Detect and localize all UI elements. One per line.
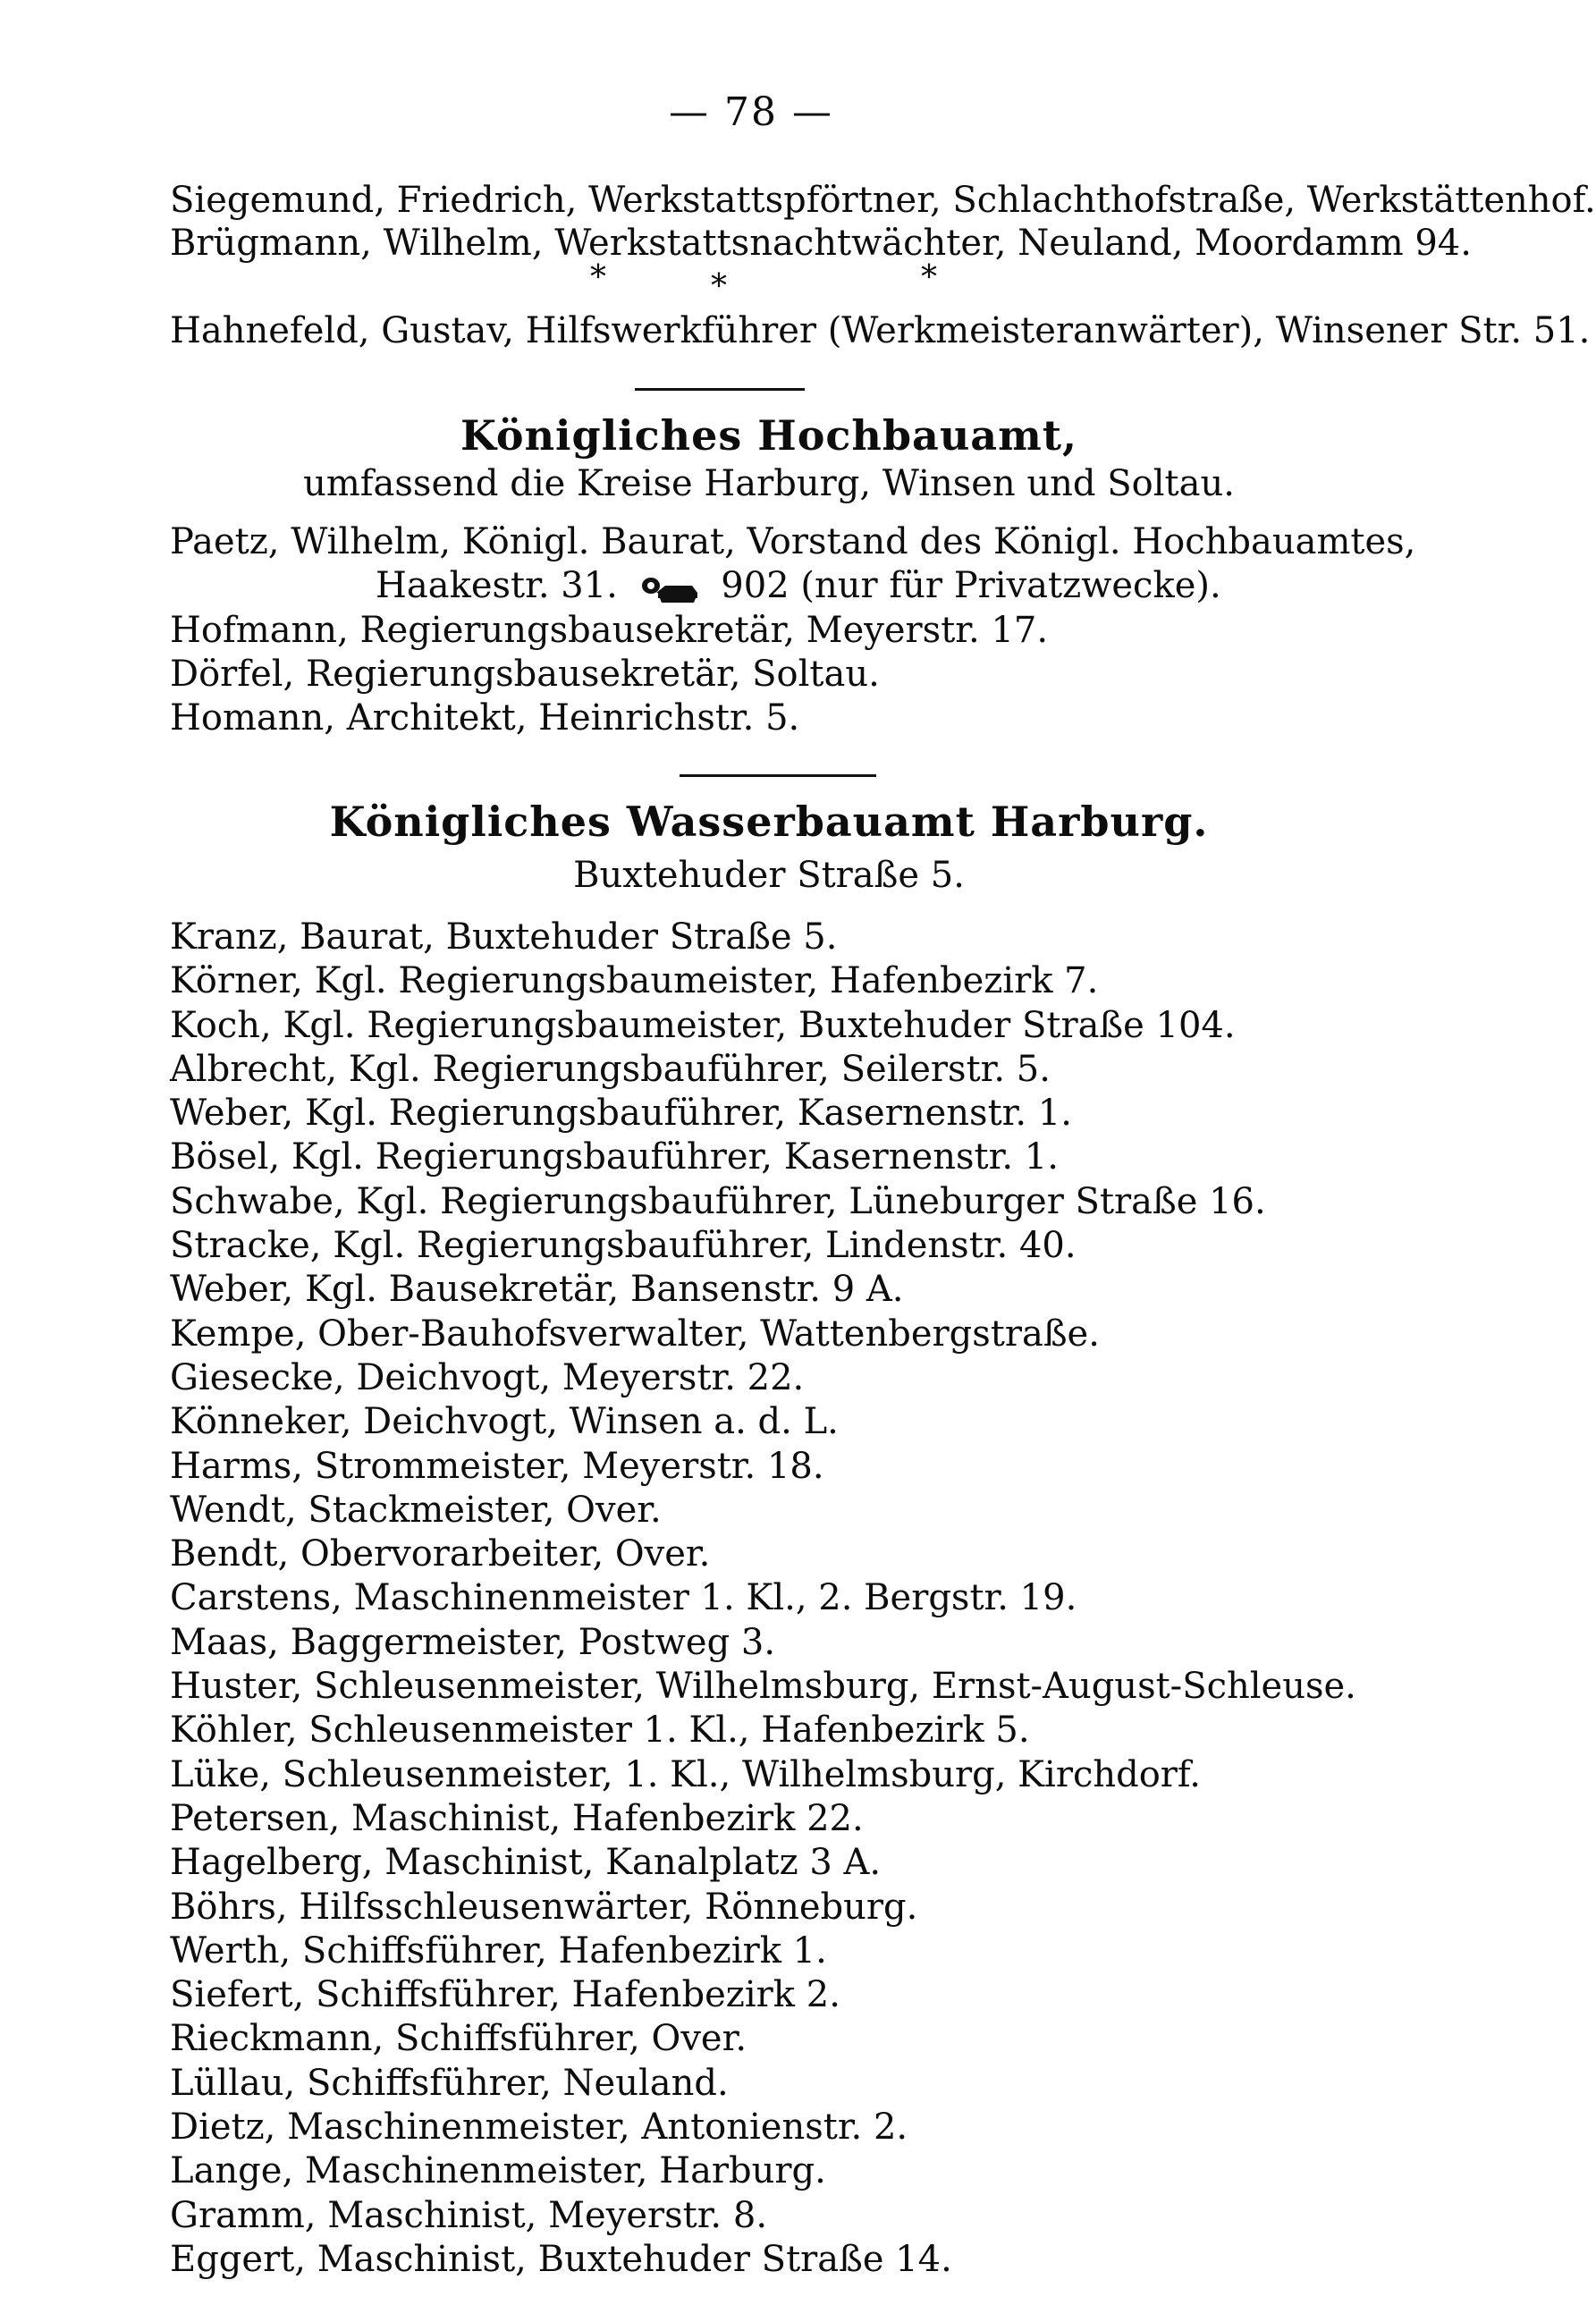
entry: Paetz, Wilhelm, Königl. Baurat, Vorstand des Königl. Hochbauamtes,	[170, 521, 1416, 562]
entry: Gramm, Maschinist, Meyerstr. 8.	[170, 2194, 768, 2236]
entry: Giesecke, Deichvogt, Meyerstr. 22.	[170, 1356, 805, 1398]
asterisk: *	[590, 259, 606, 296]
entry: Lüllau, Schiffsführer, Neuland.	[170, 2062, 729, 2104]
section-divider	[680, 774, 876, 777]
entry: Hofmann, Regierungsbausekretär, Meyerstr. 17.	[170, 609, 1049, 651]
page-number: — 78 —	[669, 89, 833, 135]
entry: Homann, Architekt, Heinrichstr. 5.	[170, 697, 800, 739]
entry: Huster, Schleusenmeister, Wilhelmsburg, Ernst-August-Schleuse.	[170, 1666, 1356, 1708]
section-subtitle-wasserbauamt: Buxtehuder Straße 5.	[573, 855, 965, 896]
entry: Petersen, Maschinist, Hafenbezirk 22.	[170, 1797, 864, 1839]
entry: Dietz, Maschinenmeister, Antonienstr. 2.	[170, 2107, 908, 2149]
entry: Rieckmann, Schiffsführer, Over.	[170, 2018, 747, 2060]
asterisk: *	[921, 259, 937, 296]
entry: Wendt, Stackmeister, Over.	[170, 1489, 662, 1531]
section-title-wasserbauamt: Königliches Wasserbauamt Harburg.	[329, 798, 1209, 846]
entry: Lange, Maschinenmeister, Harburg.	[170, 2150, 826, 2192]
entry: Weber, Kgl. Regierungsbauführer, Kasernenstr. 1.	[170, 1093, 1072, 1135]
entry: Harms, Strommeister, Meyerstr. 18.	[170, 1445, 824, 1487]
section-subtitle-hochbauamt: umfassend die Kreise Harburg, Winsen und Soltau.	[303, 463, 1235, 504]
entry: Weber, Kgl. Bausekretär, Bansenstr. 9 A.	[170, 1269, 904, 1311]
telephone-icon	[638, 573, 701, 604]
entry: Maas, Baggermeister, Postweg 3.	[170, 1621, 776, 1663]
entry-continuation	[170, 564, 1415, 608]
entry: Eggert, Maschinist, Buxtehuder Straße 14.	[170, 2238, 952, 2280]
entry: Siegemund, Friedrich, Werkstattspförtner, Schlachthofstraße, Werkstättenhof.	[170, 180, 1596, 221]
section-title-hochbauamt: Königliches Hochbauamt,	[460, 411, 1078, 460]
entry: Kempe, Ober-Bauhofsverwalter, Wattenbergstraße.	[170, 1313, 1100, 1355]
entry: Dörfel, Regierungsbausekretär, Soltau.	[170, 653, 880, 695]
entry: Carstens, Maschinenmeister 1. Kl., 2. Bergstr. 19.	[170, 1577, 1077, 1619]
entry: Körner, Kgl. Regierungsbaumeister, Hafenbezirk 7.	[170, 960, 1099, 1002]
entry: Werth, Schiffsführer, Hafenbezirk 1.	[170, 1929, 827, 1972]
entry: Böhrs, Hilfsschleusenwärter, Rönneburg.	[170, 1886, 918, 1928]
entry: Bösel, Kgl. Regierungsbauführer, Kasernenstr. 1.	[170, 1136, 1059, 1178]
entry: Lüke, Schleusenmeister, 1. Kl., Wilhelmsburg, Kirchdorf.	[170, 1753, 1202, 1795]
entry: Kranz, Baurat, Buxtehuder Straße 5.	[170, 916, 838, 958]
asterisk: *	[711, 268, 727, 305]
entry: Hagelberg, Maschinist, Kanalplatz 3 A.	[170, 1842, 882, 1884]
entry: Köhler, Schleusenmeister 1. Kl., Hafenbezirk 5.	[170, 1710, 1030, 1752]
entry: Siefert, Schiffsführer, Hafenbezirk 2.	[170, 1974, 840, 2016]
phone-number: 902 (nur für Privatzwecke).	[721, 565, 1221, 607]
entry: Bendt, Obervorarbeiter, Over.	[170, 1533, 711, 1575]
wasserbauamt-entries	[170, 916, 1356, 2282]
entry: Hahnefeld, Gustav, Hilfswerkführer (Werkmeisteranwärter), Winsener Str. 51.	[170, 310, 1591, 351]
entry: Brügmann, Wilhelm, Werkstattsnachtwächter, Neuland, Moordamm 94.	[170, 223, 1472, 264]
entry: Koch, Kgl. Regierungsbaumeister, Buxtehuder Straße 104.	[170, 1004, 1236, 1046]
hochbauamt-entries	[170, 520, 1415, 740]
entry: Albrecht, Kgl. Regierungsbauführer, Seilerstr. 5.	[170, 1048, 1051, 1090]
top-entries	[170, 179, 1596, 265]
entry: Könneker, Deichvogt, Winsen a. d. L.	[170, 1401, 839, 1443]
address: Haakestr. 31.	[376, 565, 618, 607]
entry: Schwabe, Kgl. Regierungsbauführer, Lüneburger Straße 16.	[170, 1180, 1266, 1222]
section-divider	[635, 388, 805, 391]
entry: Stracke, Kgl. Regierungsbauführer, Lindenstr. 40.	[170, 1225, 1077, 1267]
